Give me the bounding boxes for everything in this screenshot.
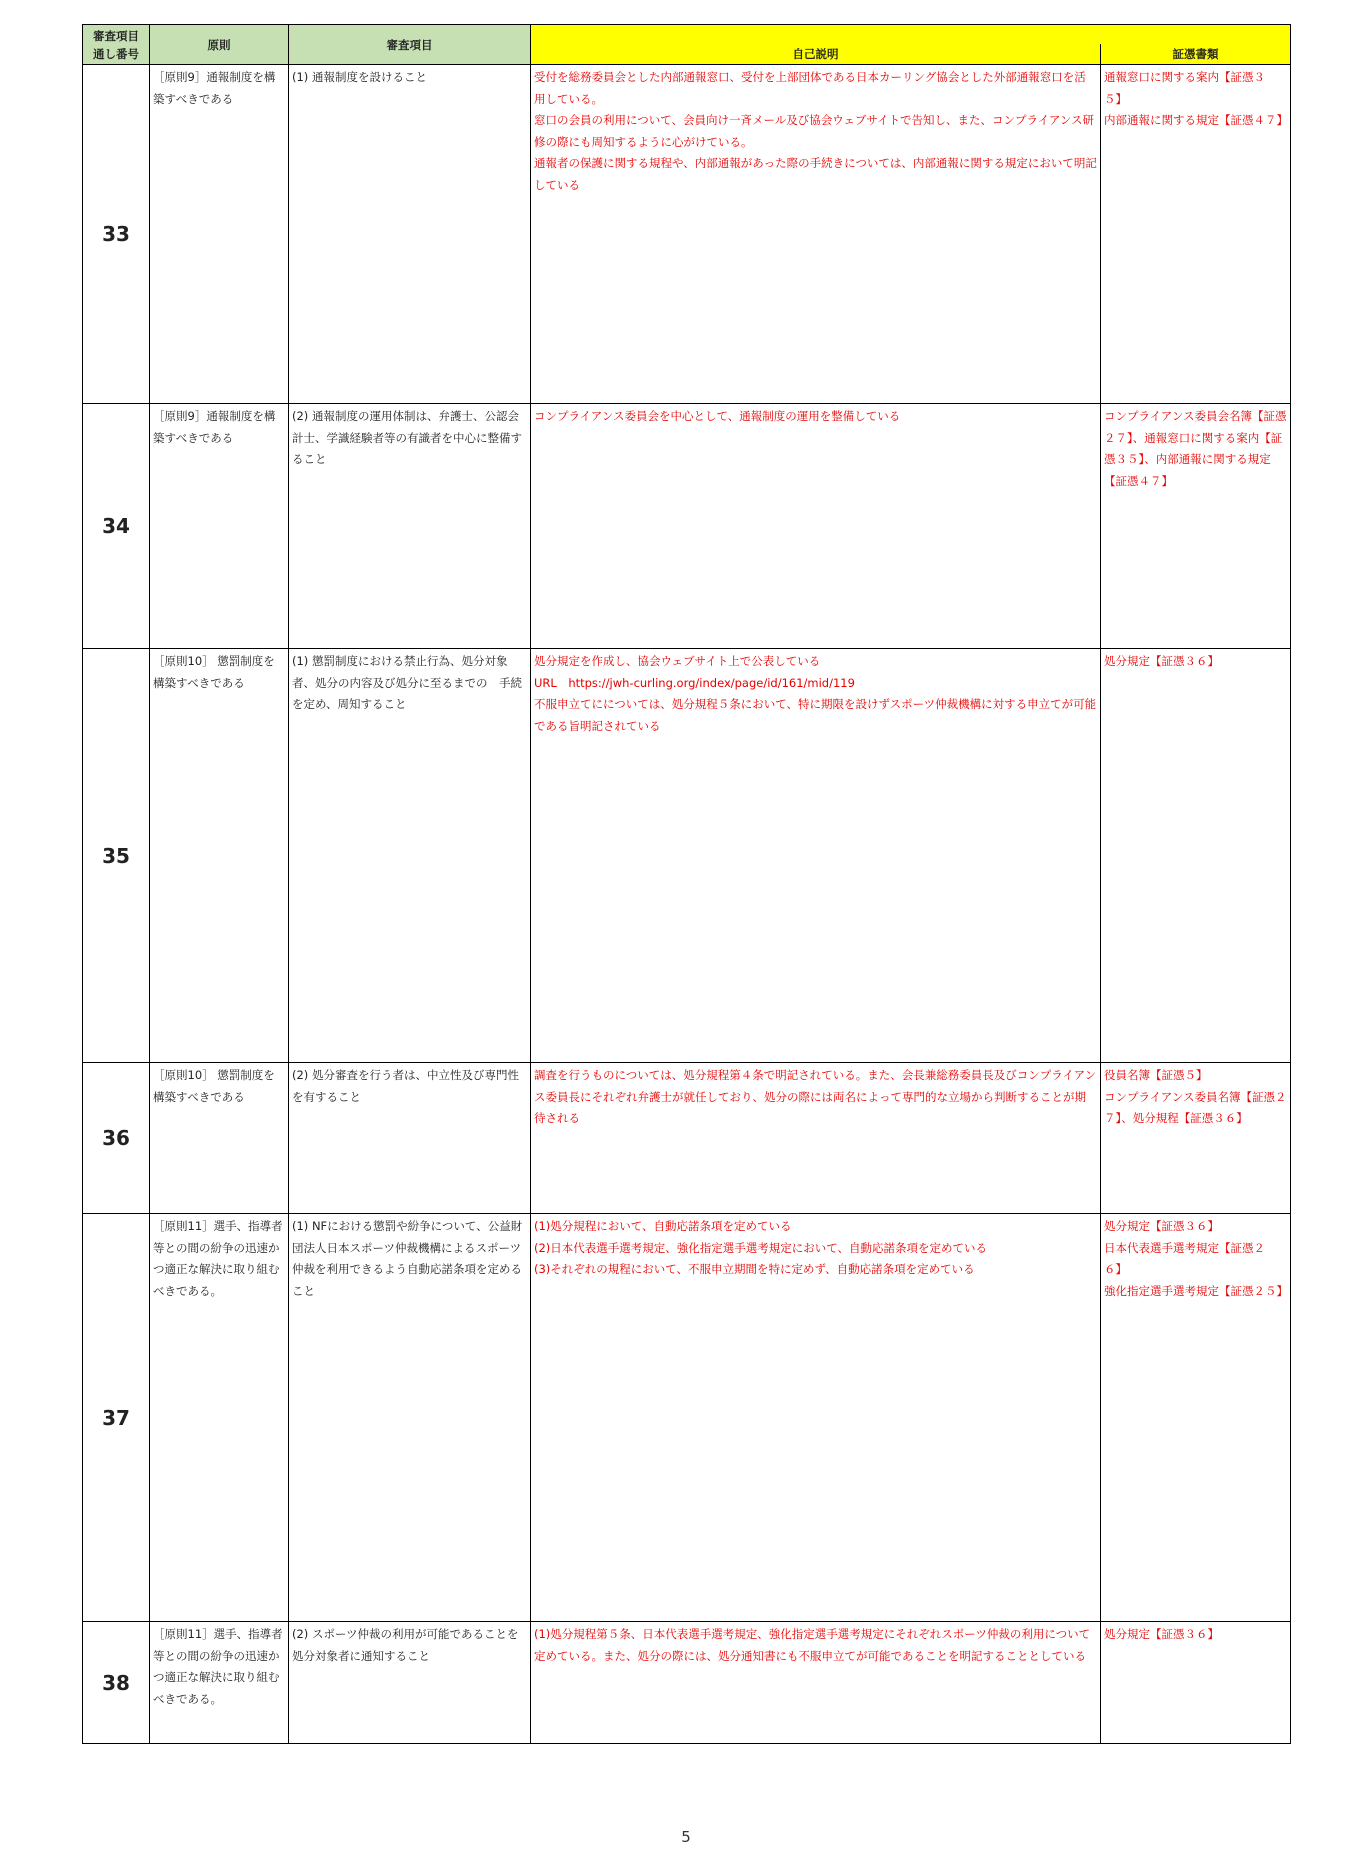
row-principle: ［原則10］ 懲罰制度を構築すべきである [150, 649, 289, 1063]
explanation-line: 調査を行うものについては、処分規程第４条で明記されている。また、会長兼総務委員長及びコンプライアンス委員長にそれぞれ弁護士が就任しており、処分の際には両名によって専門的な立場から判断することが期待される [534, 1068, 1097, 1125]
explanation-line: (2)日本代表選手選考規定、強化指定選手選考規定において、自動応諾条項を定めている [534, 1240, 988, 1255]
row-number: 36 [83, 1063, 150, 1214]
header-serial-label-2: 通し番号 [93, 46, 139, 61]
row-evidence: 処分規定【証憑３６】 [1101, 1622, 1291, 1744]
row-principle: ［原則11］選手、指導者等との間の紛争の迅速かつ適正な解決に取り組むべきである。 [150, 1622, 289, 1744]
table-row [83, 1214, 1291, 1622]
row-review-item: (2) 処分審査を行う者は、中立性及び専門性を有すること [289, 1063, 531, 1214]
table-row [83, 404, 1291, 649]
explanation-line: (3)それぞれの規程において、不服申立期間を特に定めず、自動応諾条項を定めている [534, 1262, 975, 1276]
header-serial-number [83, 25, 150, 65]
row-explanation [531, 1214, 1101, 1622]
row-explanation [531, 1063, 1101, 1214]
row-number: 38 [83, 1622, 150, 1744]
row-evidence: 役員名簿【証憑５】 コンプライアンス委員名簿【証憑２７】、処分規程【証憑３６】 [1101, 1063, 1291, 1214]
table-row [83, 1622, 1291, 1744]
row-number: 33 [83, 65, 150, 404]
row-number: 34 [83, 404, 150, 649]
row-number: 37 [83, 1214, 150, 1622]
row-review-item: (2) 通報制度の運用体制は、弁護士、公認会計士、学識経験者等の有識者を中心に整備すること [289, 404, 531, 649]
row-explanation [531, 1622, 1101, 1744]
row-review-item: (1) NFにおける懲罰や紛争について、公益財団法人日本スポーツ仲裁機構によるスポーツ仲裁を利用できるよう自動応諾条項を定めること [289, 1214, 531, 1622]
table-row [83, 1063, 1291, 1214]
row-principle: ［原則9］通報制度を構築すべきである [150, 404, 289, 649]
explanation-line: 処分規定を作成し、協会ウェブサイト上で公表している [534, 654, 821, 668]
explanation-line: 通報者の保護に関する規程や、内部通報があった際の手続きについては、内部通報に関する規定において明記している [534, 156, 1097, 192]
row-principle: ［原則10］ 懲罰制度を構築すべきである [150, 1063, 289, 1214]
row-evidence: 処分規定【証憑３６】 [1101, 649, 1291, 1063]
header-serial-label-1: 審査項目 [93, 28, 139, 43]
header-review-item: 審査項目 [289, 25, 531, 65]
explanation-line: URL https://jwh-curling.org/index/page/id/161/mid/119 [534, 675, 855, 690]
page-number: 5 [681, 1828, 691, 1846]
header-self-explanation: 自己説明 [531, 44, 1101, 65]
row-evidence: コンプライアンス委員会名簿【証憑２７】、通報窓口に関する案内【証憑３５】、内部通報に関する規定【証憑４７】 [1101, 404, 1291, 649]
explanation-line: 不服申立てにについては、処分規程５条において、特に期限を設けずスポーツ仲裁機構に対する申立てが可能である旨明記されている [534, 697, 1097, 733]
explanation-line: コンプライアンス委員会を中心として、通報制度の運用を整備している [534, 409, 901, 423]
row-principle: ［原則11］選手、指導者等との間の紛争の迅速かつ適正な解決に取り組むべきである。 [150, 1214, 289, 1622]
explanation-line: (1)処分規程において、自動応諾条項を定めている [534, 1219, 792, 1233]
row-evidence: 処分規定【証憑３６】 日本代表選手選考規定【証憑２６】 強化指定選手選考規定【証憑２５】 [1101, 1214, 1291, 1622]
row-review-item: (1) 懲罰制度における禁止行為、処分対象者、処分の内容及び処分に至るまでの 手続を定め、周知すること [289, 649, 531, 1063]
row-principle: ［原則9］通報制度を構築すべきである [150, 65, 289, 404]
row-explanation [531, 404, 1101, 649]
table-row [83, 649, 1291, 1063]
row-number: 35 [83, 649, 150, 1063]
header-yellow-band [531, 25, 1291, 45]
row-evidence: 通報窓口に関する案内【証憑３５】 内部通報に関する規定【証憑４７】 [1101, 65, 1291, 404]
row-explanation [531, 649, 1101, 1063]
table-row [83, 65, 1291, 404]
row-explanation [531, 65, 1101, 404]
header-principle: 原則 [150, 25, 289, 65]
header-evidence: 証憑書類 [1101, 44, 1291, 65]
review-table [82, 24, 1291, 1744]
row-review-item: (2) スポーツ仲裁の利用が可能であることを処分対象者に通知すること [289, 1622, 531, 1744]
row-review-item: (1) 通報制度を設けること [289, 65, 531, 404]
explanation-line: 受付を総務委員会とした内部通報窓口、受付を上部団体である日本カーリング協会とした外部通報窓口を活用している。 [534, 70, 1086, 106]
explanation-line: (1)処分規程第５条、日本代表選手選考規定、強化指定選手選考規定にそれぞれスポーツ仲裁の利用について定めている。また、処分の際には、処分通知書にも不服申立てが可能であることを明記することとしている [534, 1627, 1091, 1663]
explanation-line: 窓口の会員の利用について、会員向け一斉メール及び協会ウェブサイトで告知し、また、コンプライアンス研修の際にも周知するように心がけている。 [534, 113, 1095, 149]
